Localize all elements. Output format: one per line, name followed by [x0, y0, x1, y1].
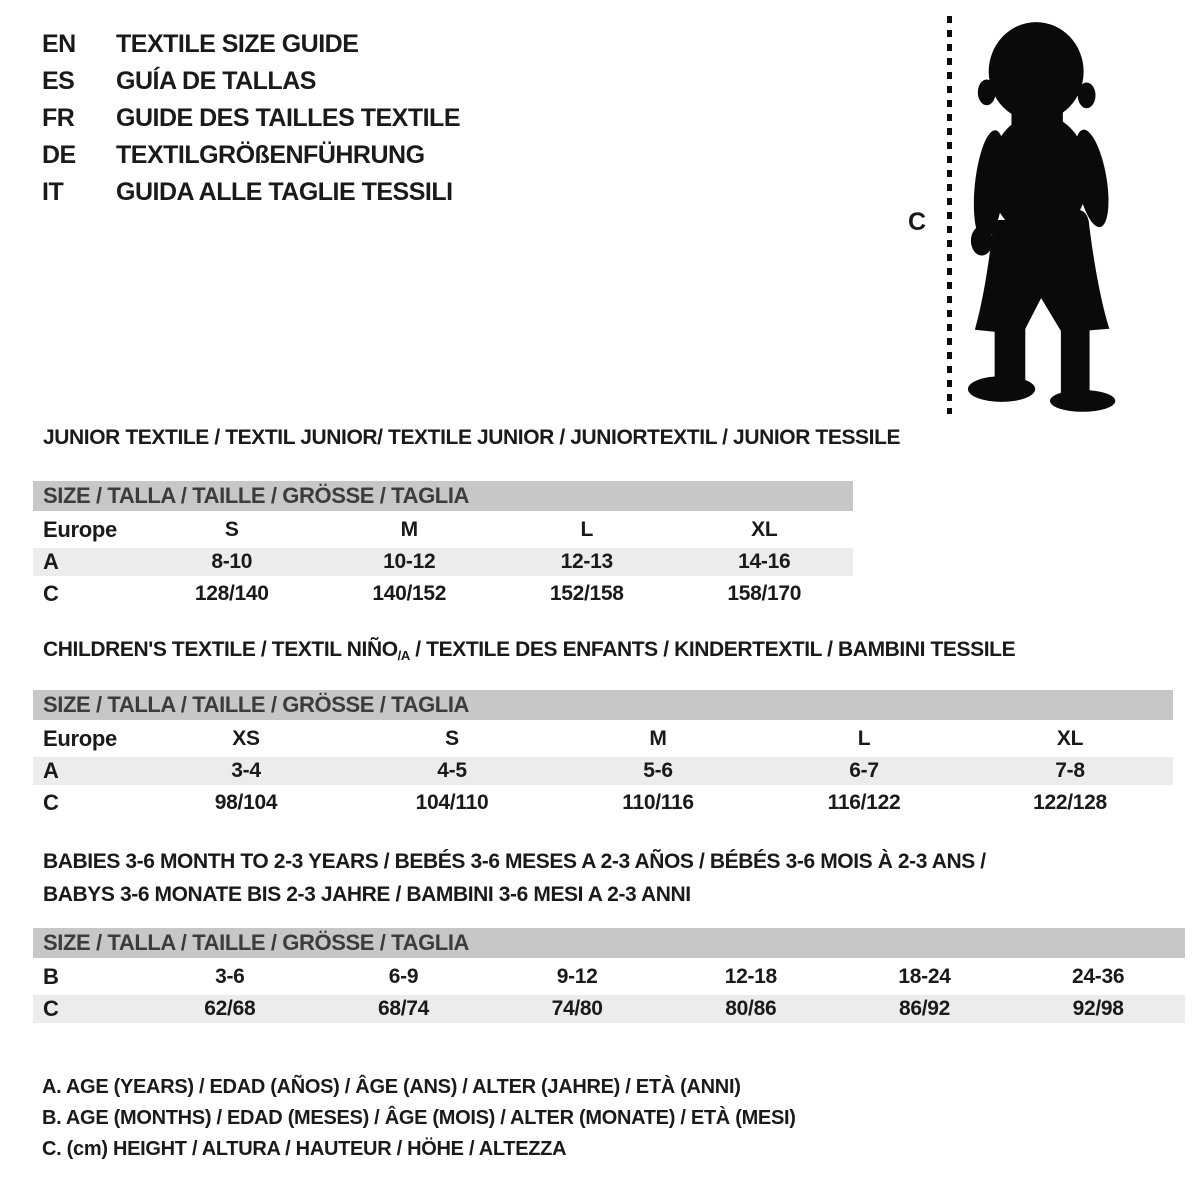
- height-cell: 110/116: [622, 791, 694, 814]
- language-code: IT: [42, 178, 64, 206]
- size-table-header: SIZE / TALLA / TAILLE / GRÖSSE / TAGLIA: [33, 928, 1185, 958]
- guide-title: GUIDA ALLE TAGLIE TESSILI: [116, 178, 453, 206]
- size-table-header: SIZE / TALLA / TAILLE / GRÖSSE / TAGLIA: [33, 481, 853, 511]
- height-measure-line: [947, 16, 952, 414]
- legend-line-a: A. AGE (YEARS) / EDAD (AÑOS) / ÂGE (ANS) / ALTER (JAHRE) / ETÀ (ANNI): [42, 1076, 741, 1098]
- children-title-text: / TEXTILE DES ENFANTS / KINDERTEXTIL / BAMBINI TESSILE: [409, 638, 1016, 661]
- language-code: EN: [42, 30, 76, 58]
- height-cell: 122/128: [1033, 791, 1107, 814]
- size-cell: S: [445, 727, 459, 750]
- language-title-list: [42, 26, 460, 211]
- legend: [42, 1072, 796, 1165]
- size-cell: M: [649, 727, 667, 750]
- height-cell: 62/68: [204, 997, 256, 1020]
- size-cell: S: [224, 518, 239, 541]
- legend-line-b: B. AGE (MONTHS) / EDAD (MESES) / ÂGE (MOIS) / ALTER (MONATE) / ETÀ (MESI): [42, 1107, 796, 1129]
- row-label: A: [43, 758, 59, 783]
- guide-title: GUÍA DE TALLAS: [116, 67, 316, 95]
- language-row: [42, 174, 460, 211]
- row-label: C: [43, 996, 59, 1021]
- height-cell: 92/98: [1072, 997, 1124, 1020]
- height-cell: 158/170: [727, 582, 802, 605]
- size-cell: L: [857, 727, 871, 750]
- toddler-silhouette-icon: [962, 14, 1140, 416]
- height-cell: 128/140: [194, 582, 269, 605]
- babies-size-table: [33, 928, 1185, 1025]
- height-cell: 86/92: [898, 997, 951, 1020]
- row-label: C: [43, 581, 59, 606]
- height-cell: 116/122: [827, 791, 901, 814]
- months-cell: 3-6: [215, 965, 245, 988]
- age-cell: 6-7: [849, 759, 879, 782]
- height-cell: 80/86: [725, 997, 777, 1020]
- age-cell: 7-8: [1055, 759, 1085, 782]
- height-cell: 68/74: [377, 997, 430, 1020]
- language-row: [42, 137, 460, 174]
- table-row-europe: [33, 514, 853, 546]
- children-title-text: CHILDREN'S TEXTILE / TEXTIL NIÑO: [43, 638, 398, 661]
- table-row-height: [33, 787, 1173, 819]
- babies-title-line1: BABIES 3-6 MONTH TO 2-3 YEARS / BEBÉS 3-6 MESES A 2-3 AÑOS / BÉBÉS 3-6 MOIS À 2-3 ANS /: [43, 850, 986, 873]
- language-row: [42, 63, 460, 100]
- language-code: ES: [42, 67, 75, 95]
- language-code: FR: [42, 104, 75, 132]
- height-label-c: C: [908, 208, 927, 236]
- junior-size-table: [33, 481, 853, 610]
- age-cell: 3-4: [231, 759, 261, 782]
- language-row: [42, 26, 460, 63]
- months-cell: 12-18: [724, 965, 777, 988]
- age-cell: 12-13: [560, 550, 613, 573]
- months-cell: 9-12: [556, 965, 598, 988]
- size-cell: L: [580, 518, 594, 541]
- babies-section-title: [43, 845, 986, 911]
- months-cell: 6-9: [388, 965, 419, 988]
- age-cell: 4-5: [437, 759, 467, 782]
- size-table-header: SIZE / TALLA / TAILLE / GRÖSSE / TAGLIA: [33, 690, 1173, 720]
- legend-line-c: C. (cm) HEIGHT / ALTURA / HAUTEUR / HÖHE / ALTEZZA: [42, 1138, 567, 1160]
- junior-section-title: JUNIOR TEXTILE / TEXTIL JUNIOR/ TEXTILE JUNIOR / JUNIORTEXTIL / JUNIOR TESSILE: [43, 426, 901, 449]
- table-row-height: [33, 578, 853, 610]
- children-size-table: [33, 690, 1173, 819]
- table-row-age: [33, 548, 853, 576]
- row-label: Europe: [43, 726, 117, 751]
- language-code: DE: [42, 141, 76, 169]
- babies-title-line2: BABYS 3-6 MONATE BIS 2-3 JAHRE / BAMBINI 3-6 MESI A 2-3 ANNI: [43, 883, 691, 906]
- size-cell: M: [400, 518, 418, 541]
- row-label: A: [43, 549, 59, 574]
- size-cell: XL: [751, 518, 778, 541]
- height-cell: 140/152: [372, 582, 447, 605]
- table-row-height: [33, 995, 1185, 1023]
- size-cell: XL: [1056, 727, 1084, 750]
- language-row: [42, 100, 460, 137]
- height-cell: 74/80: [551, 997, 603, 1020]
- size-cell: XS: [232, 727, 260, 750]
- age-cell: 14-16: [738, 550, 791, 573]
- row-label: Europe: [43, 517, 117, 542]
- age-cell: 5-6: [643, 759, 673, 782]
- months-cell: 24-36: [1072, 965, 1125, 988]
- table-row-age: [33, 757, 1173, 785]
- guide-title: TEXTILGRÖßENFÜHRUNG: [116, 141, 425, 169]
- table-row-europe: [33, 723, 1173, 755]
- height-cell: 104/110: [415, 791, 489, 814]
- age-cell: 8-10: [211, 550, 253, 573]
- height-cell: 152/158: [549, 582, 624, 605]
- row-label: B: [43, 964, 59, 989]
- children-section-title: [43, 638, 1015, 663]
- guide-title: GUIDE DES TAILLES TEXTILE: [116, 104, 461, 132]
- table-row-months: [33, 961, 1185, 993]
- children-title-subscript: /A: [397, 648, 410, 663]
- guide-title: TEXTILE SIZE GUIDE: [116, 30, 359, 58]
- row-label: C: [43, 790, 59, 815]
- age-cell: 10-12: [383, 550, 436, 573]
- months-cell: 18-24: [898, 965, 951, 988]
- height-cell: 98/104: [214, 791, 278, 814]
